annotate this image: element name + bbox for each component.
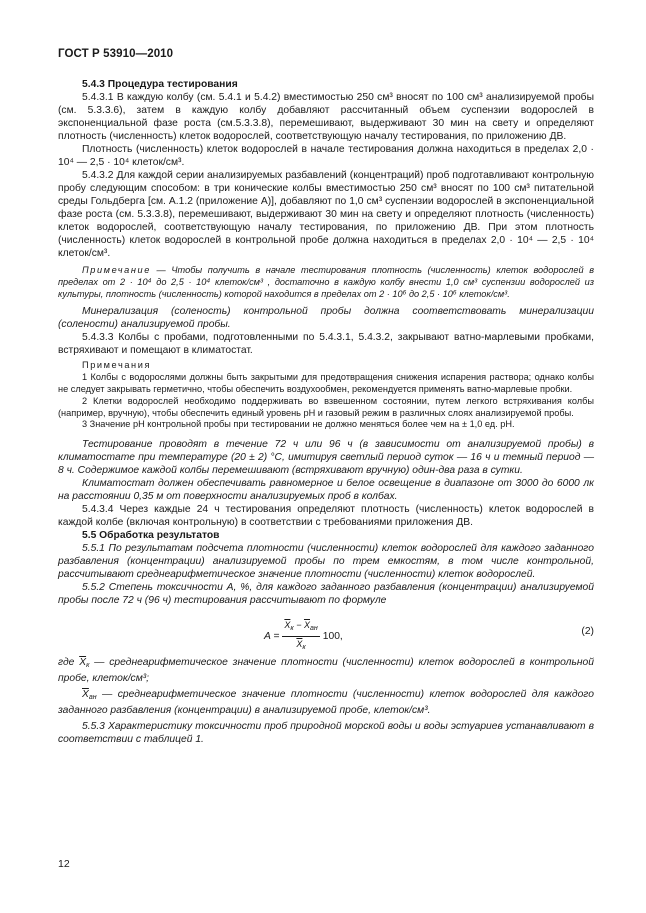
formula-numerator: $\overline{X}_к - \overline{X}_{ан}$ (282, 619, 319, 637)
paragraph-5-4-3-1: 5.4.3.1 В каждую колбу (см. 5.4.1 и 5.4.2) вместимостью 250 см³ вносят по 100 см³ анализируемой пробы (см. 5.3.3.6), затем в каждую колбу добавляют рассчитанный объем суспензии водорослей в экспоненциальной фазе роста (см.5.3.3.8), перемешивают, выдерживают 30 мин на свету и определяют плотность (численность) клеток водорослей, соответствующую началу тестирования, по приложению ДВ. (58, 92, 594, 142)
standard-header: ГОСТ Р 53910—2010 (58, 48, 174, 60)
paragraph-5-5-2: 5.5.2 Степень токсичности A, %, для каждого заданного разбавления (концентрации) анализируемой пробы после 72 ч (96 ч) тестирования рассчитывают по формуле (58, 582, 594, 607)
section-title-5-5: 5.5 Обработка результатов (82, 530, 220, 542)
where-definition-2: $\overline{X}_{ан}$ — среднеарифметическое значение плотности (численности) клеток водорослей для каждого заданного разбавления (концентрации) в анализируемой пробе, клеток/см³. (58, 689, 594, 717)
paragraph-5-5-1: 5.5.1 По результатам подсчета плотности (численности) клеток водорослей для каждого заданного разбавления (концентрации) анализируемой пробы по трем емкостям, в том числе контрольной, рассчитывают среднеарифметическое значение плотности (численности) клеток водорослей. (58, 543, 594, 581)
note-text: — Чтобы получить в начале тестирования плотность (численность) клеток водорослей в пределах от 2 · 10⁴ до 2,5 · 10⁴ клеток/см³ , достаточно в каждую колбу внести 1,0 см³ суспензии водорослей из культуры, плотность (численность) которой находится в пределах от 2 · 10⁶ до 2,5 · 10⁶ клеток/см³. (58, 265, 594, 299)
toxicity-formula (264, 619, 343, 654)
formula-denominator: $\overline{X}_к$ (296, 639, 306, 652)
paragraph-mineralization: Минерализация (соленость) контрольной пробы должна соответствовать минерализации (солености) анализируемой пробы. (58, 306, 594, 331)
page-number: 12 (58, 858, 70, 870)
note-item-3: 3 Значение pH контрольной пробы при тестировании не должно меняться более чем на ± 1,0 ед. pH. (82, 419, 515, 430)
paragraph-testing-duration: Тестирование проводят в течение 72 ч или 96 ч (в зависимости от анализируемой пробы) в климатостате при температуре (20 ± 2) °С, имитируя светлый период суток — 16 ч и темный период — 8 ч. Содержимое каждой колбы перемешивают (встряхивают вручную) один-два раза в сутки. (58, 439, 594, 477)
notes-label: Примечания (82, 360, 152, 371)
paragraph-climatostat: Климатостат должен обеспечивать равномерное и белое освещение в диапазоне от 3000 до 6000 лк на расстоянии 0,35 м от поверхности анализируемых проб в колбах. (58, 478, 594, 503)
note-density (58, 265, 594, 300)
paragraph-5-4-3-2: 5.4.3.2 Для каждой серии анализируемых разбавлений (концентраций) проб подготавливают контрольную пробу следующим способом: в три конические колбы вместимостью 250 см³ вносят по 100 см³ питательной среды Гольдберга [см. А.1.2 (приложение А)], добавляют по 1,0 см³ суспензии водорослей в экспоненциальной фазе роста (см. 5.3.3.8), перемешивают, выдерживают 30 мин на свету и определяют плотность (численность) клеток водорослей, соответствующую началу тестирования, по приложению ДВ. При этом плотность (численность) клеток водорослей в контрольной пробе должна находиться в пределах 2,0 · 10⁴ — 2,5 · 10⁴ клеток/см³. (58, 170, 594, 259)
page-content (58, 78, 594, 746)
paragraph-5-4-3-3: 5.4.3.3 Колбы с пробами, подготовленными по 5.4.3.1, 5.4.3.2, закрывают ватно-марлевыми пробками, встряхивают и помещают в климатостат. (58, 332, 594, 357)
paragraph-5-5-3: 5.5.3 Характеристику токсичности проб природной морской воды и воды эстуариев устанавливают в соответствии с таблицей 1. (58, 721, 594, 746)
formula-multiplier: 100, (322, 631, 343, 643)
section-title-5-4-3: 5.4.3 Процедура тестирования (82, 79, 238, 90)
formula-fraction (282, 619, 319, 654)
note-item-2: 2 Клетки водорослей необходимо поддерживать во взвешенном состоянии, путем легкого встряхивания колбы (например, вручную), чтобы обеспечить единый уровень pH и газовый режим в различных слоях анализируемой пробы. (58, 395, 594, 418)
note-item-1: 1 Колбы с водорослями должны быть закрытыми для предотвращения снижения испарения раствора; однако колбы не следует закрывать герметично, чтобы обеспечить воздухообмен, рекомендуется применять ватно-марлевые пробки. (58, 372, 594, 394)
where-definition-1: где $\overline{X}_к$ — среднеарифметическое значение плотности (численности) клеток водорослей в контрольной пробе, клеток/см³; (58, 657, 594, 685)
note-label: Примечание (82, 265, 151, 275)
formula-number: (2) (581, 626, 594, 638)
formula-lhs: A = (264, 631, 280, 643)
formula-block (58, 617, 594, 651)
paragraph-5-4-3-4: 5.4.3.4 Через каждые 24 ч тестирования определяют плотность (численность) клеток водорослей в каждой колбе (включая контрольную) в соответствии с требованиями приложения ДВ. (58, 504, 594, 529)
paragraph-initial-density: Плотность (численность) клеток водорослей в начале тестирования должна находиться в пределах 2,0 · 10⁴ — 2,5 · 10⁴ клеток/см³. (58, 144, 594, 168)
